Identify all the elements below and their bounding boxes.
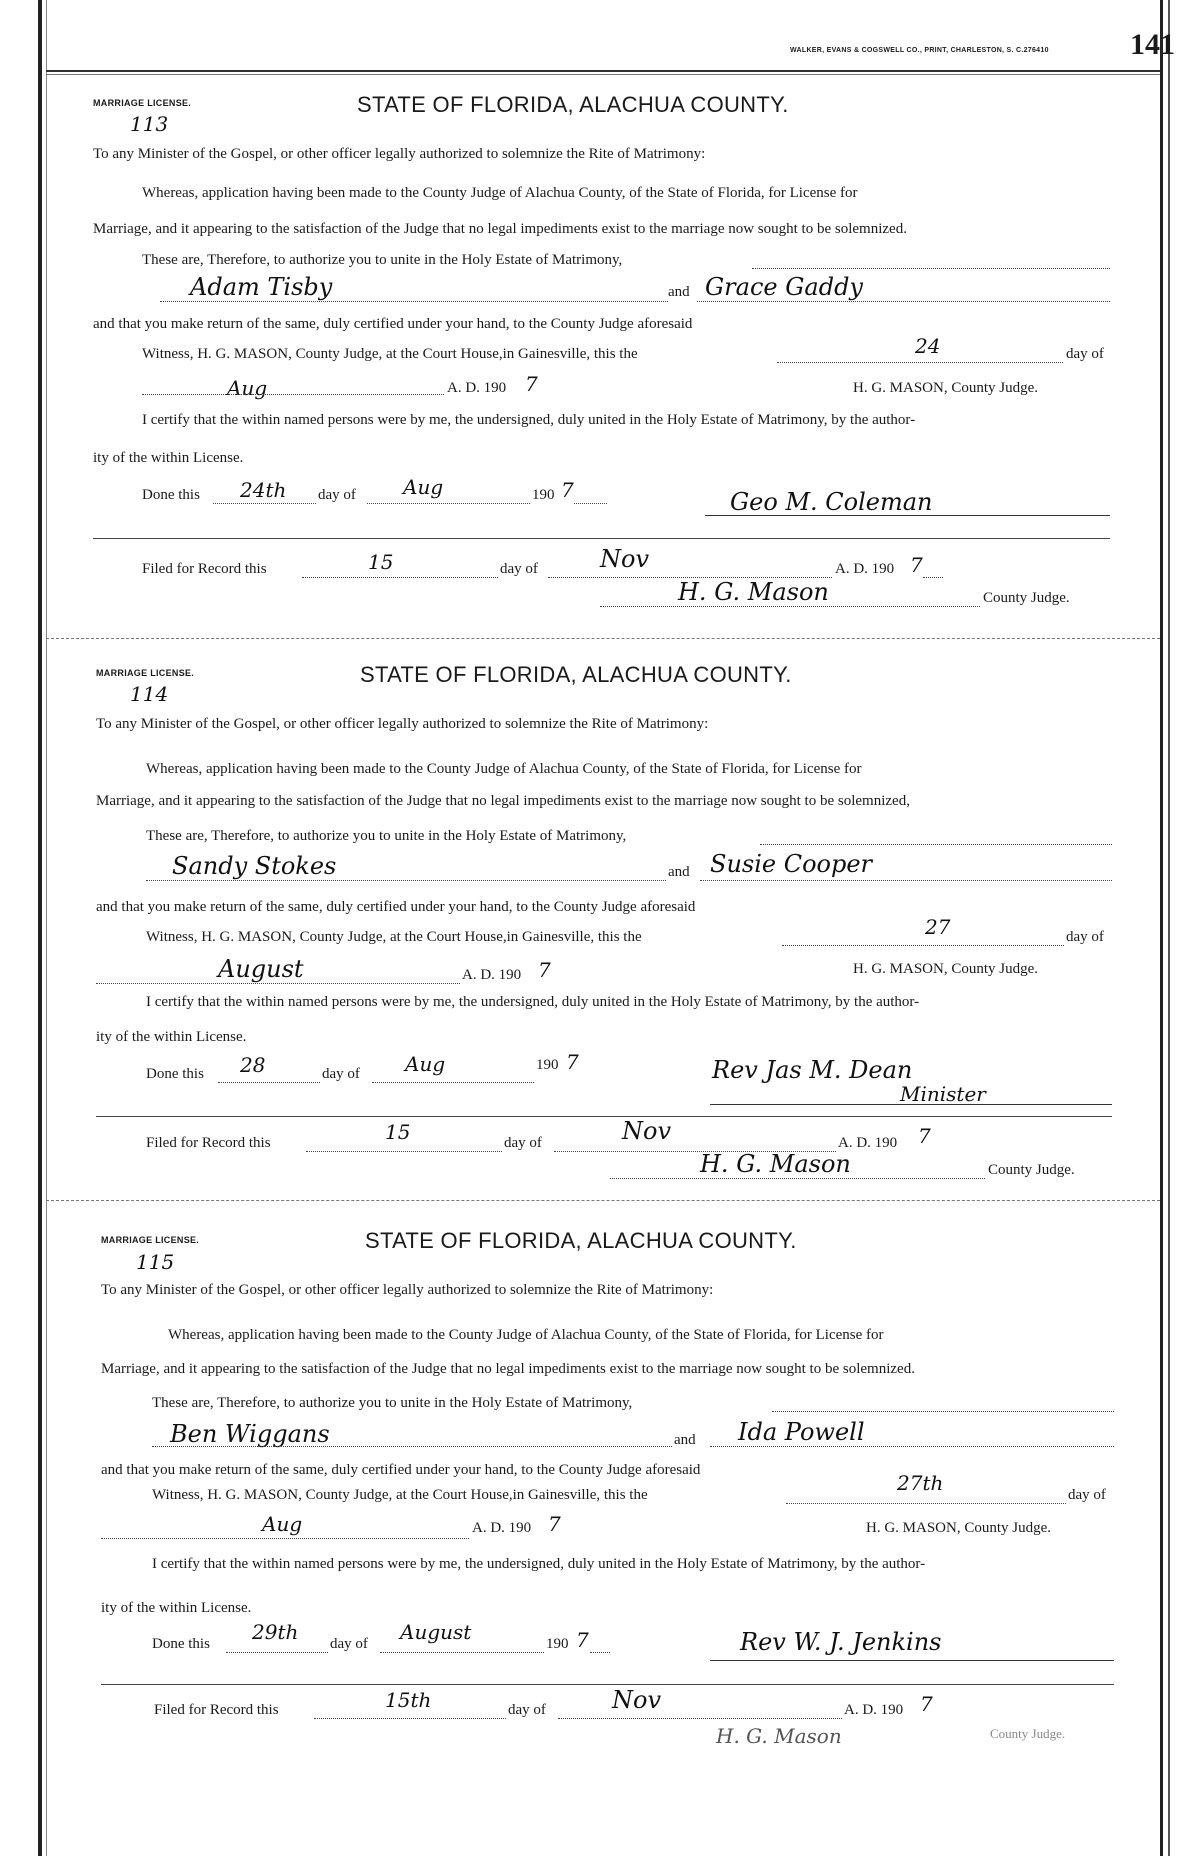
return-line: and that you make return of the same, duly certified under your hand, to the County Judge aforesaid [96, 899, 696, 915]
filed-day: 15th [385, 1688, 432, 1712]
filed-ad-label: A. D. 190 [844, 1702, 904, 1718]
witness-year: 7 [548, 1512, 561, 1536]
officiant-title: Minister [900, 1082, 986, 1106]
filed-day-of-label: day of [504, 1135, 542, 1151]
page-edge-right [1160, 0, 1163, 1856]
and-label: and [668, 284, 690, 300]
whereas-line-1: Whereas, application having been made to the County Judge of Alachua County, of the State of Florida, for License for [142, 185, 858, 201]
license-number: 115 [136, 1250, 175, 1274]
authorize-line: These are, Therefore, to authorize you to unite in the Holy Estate of Matrimony, [146, 828, 627, 844]
groom-name: Sandy Stokes [172, 852, 337, 880]
witness-month: Aug [227, 376, 268, 400]
filed-ad-label: A. D. 190 [835, 561, 895, 577]
witness-month: Aug [262, 1512, 303, 1536]
judge-signature-printed: H. G. MASON, County Judge. [866, 1520, 1052, 1536]
judge-signature-printed: H. G. MASON, County Judge. [853, 961, 1039, 977]
certify-line-2: ity of the within License. [93, 450, 244, 466]
dotted-rule [760, 844, 1112, 845]
filing-rule [96, 1116, 1112, 1117]
authorize-line: These are, Therefore, to authorize you to unite in the Holy Estate of Matrimony, [152, 1395, 633, 1411]
filing-rule [93, 538, 1110, 539]
done-day: 29th [252, 1620, 299, 1644]
done-year: 7 [561, 478, 574, 502]
license-label: MARRIAGE LICENSE. [101, 1235, 200, 1245]
filed-year: 7 [918, 1124, 931, 1148]
return-line: and that you make return of the same, duly certified under your hand, to the County Judge aforesaid [101, 1462, 701, 1478]
dotted-rule [752, 268, 1110, 269]
top-rule-thin [46, 74, 1160, 75]
bride-name: Susie Cooper [710, 850, 873, 878]
license-label: MARRIAGE LICENSE. [96, 668, 195, 678]
done-this-label: Done this [152, 1636, 210, 1652]
filed-day-rule [306, 1151, 502, 1152]
bride-rule [697, 301, 1110, 302]
filing-rule [101, 1684, 1114, 1685]
top-rule [46, 70, 1160, 72]
and-label: and [674, 1432, 696, 1448]
done-day: 28 [240, 1053, 266, 1077]
return-line: and that you make return of the same, duly certified under your hand, to the County Judge aforesaid [93, 316, 693, 332]
address-line: To any Minister of the Gospel, or other officer legally authorized to solemnize the Rite of Matrimony: [96, 716, 709, 732]
groom-rule [152, 1446, 672, 1447]
witness-year: 7 [538, 958, 551, 982]
done-day-rule [218, 1082, 320, 1083]
filed-year: 7 [910, 553, 923, 577]
done-day: 24th [240, 478, 287, 502]
witness-line: Witness, H. G. MASON, County Judge, at the Court House,in Gainesville, this the [146, 929, 642, 945]
page-edge-inner-left [46, 0, 47, 1856]
filed-label: Filed for Record this [154, 1702, 279, 1718]
officiant-signature: Rev Jas M. Dean [712, 1056, 913, 1084]
done-year: 7 [566, 1050, 579, 1074]
license-number: 114 [130, 682, 169, 706]
ad-label: A. D. 190 [462, 967, 522, 983]
filed-month: Nov [600, 545, 650, 573]
filed-month: Nov [612, 1686, 662, 1714]
witness-line: Witness, H. G. MASON, County Judge, at the Court House,in Gainesville, this the [142, 346, 638, 362]
county-judge-signature: H. G. Mason [716, 1724, 842, 1748]
officiant-rule [710, 1104, 1112, 1105]
witness-year: 7 [525, 372, 538, 396]
done-year-rule [590, 1652, 610, 1653]
witness-day: 24 [915, 334, 941, 358]
license-title: STATE OF FLORIDA, ALACHUA COUNTY. [365, 1228, 797, 1253]
whereas-line-1: Whereas, application having been made to the County Judge of Alachua County, of the State of Florida, for License for [146, 761, 862, 777]
ad-label: A. D. 190 [447, 380, 507, 396]
witness-day-rule [782, 945, 1064, 946]
day-of-label: day of [1066, 929, 1104, 945]
whereas-line-2: Marriage, and it appearing to the satisfaction of the Judge that no legal impediments exist to the marriage now sought to be solemnized. [93, 221, 907, 237]
bride-name: Ida Powell [738, 1418, 865, 1446]
filed-day-rule [314, 1718, 506, 1719]
done-day-of-label: day of [330, 1636, 368, 1652]
whereas-line-1: Whereas, application having been made to the County Judge of Alachua County, of the State of Florida, for License for [168, 1327, 884, 1343]
groom-name: Adam Tisby [190, 273, 333, 301]
certify-line-1: I certify that the within named persons were by me, the undersigned, duly united in the Holy Estate of Matrimony, by the author- [152, 1556, 926, 1572]
certify-line-1: I certify that the within named persons were by me, the undersigned, duly united in the Holy Estate of Matrimony, by the author- [146, 994, 920, 1010]
filed-day: 15 [368, 550, 394, 574]
done-month-rule [380, 1652, 544, 1653]
done-day-of-label: day of [318, 487, 356, 503]
witness-day-rule [777, 362, 1063, 363]
witness-day-rule [786, 1503, 1066, 1504]
filed-ad-label: A. D. 190 [838, 1135, 898, 1151]
judge-rule [610, 1178, 985, 1179]
certify-line-2: ity of the within License. [96, 1029, 247, 1045]
done-this-label: Done this [146, 1066, 204, 1082]
done-year-label: 190 [546, 1636, 569, 1652]
done-month: Aug [403, 475, 444, 499]
done-year-label: 190 [532, 487, 555, 503]
done-this-label: Done this [142, 487, 200, 503]
done-month-rule [367, 503, 530, 504]
filed-day-of-label: day of [508, 1702, 546, 1718]
county-judge-signature: H. G. Mason [700, 1150, 851, 1178]
page-edge-inner-right [1168, 0, 1170, 1856]
filed-day-rule [302, 577, 498, 578]
filed-label: Filed for Record this [142, 561, 267, 577]
witness-line: Witness, H. G. MASON, County Judge, at the Court House,in Gainesville, this the [152, 1487, 648, 1503]
filed-label: Filed for Record this [146, 1135, 271, 1151]
judge-signature-printed: H. G. MASON, County Judge. [853, 380, 1039, 396]
groom-rule [160, 301, 668, 302]
filed-day: 15 [385, 1120, 411, 1144]
done-day-of-label: day of [322, 1066, 360, 1082]
groom-rule [146, 880, 666, 881]
officiant-signature: Geo M. Coleman [730, 488, 933, 516]
section-divider [46, 1200, 1160, 1201]
witness-day: 27th [897, 1471, 944, 1495]
ad-label: A. D. 190 [472, 1520, 532, 1536]
done-year-rule [574, 503, 607, 504]
dotted-rule [772, 1411, 1114, 1412]
done-month-rule [372, 1082, 534, 1083]
done-month: August [400, 1620, 472, 1644]
witness-month-rule [142, 394, 444, 395]
printer-imprint: WALKER, EVANS & COGSWELL CO., PRINT, CHARLESTON, S. C.276410 [790, 47, 1049, 54]
bride-rule [700, 880, 1112, 881]
filed-day-of-label: day of [500, 561, 538, 577]
done-year-label: 190 [536, 1057, 559, 1073]
day-of-label: day of [1068, 1487, 1106, 1503]
license-label: MARRIAGE LICENSE. [93, 98, 192, 108]
bride-name: Grace Gaddy [705, 273, 863, 301]
judge-rule [600, 606, 980, 607]
day-of-label: day of [1066, 346, 1104, 362]
county-judge-label: County Judge. [988, 1162, 1075, 1178]
license-title: STATE OF FLORIDA, ALACHUA COUNTY. [360, 662, 792, 687]
certify-line-1: I certify that the within named persons were by me, the undersigned, duly united in the Holy Estate of Matrimony, by the author- [142, 412, 916, 428]
page-edge-left [38, 0, 42, 1856]
authorize-line: These are, Therefore, to authorize you to unite in the Holy Estate of Matrimony, [142, 252, 623, 268]
filed-month-rule [558, 1718, 842, 1719]
license-title: STATE OF FLORIDA, ALACHUA COUNTY. [357, 92, 789, 117]
county-judge-label: County Judge. [990, 1726, 1066, 1741]
filed-year-rule [923, 577, 943, 578]
officiant-signature: Rev W. J. Jenkins [740, 1628, 942, 1656]
license-number: 113 [130, 112, 169, 136]
bride-rule [710, 1446, 1114, 1447]
witness-month: August [218, 955, 304, 983]
section-divider [46, 638, 1160, 639]
witness-month-rule [101, 1538, 469, 1539]
whereas-line-2: Marriage, and it appearing to the satisfaction of the Judge that no legal impediments exist to the marriage now sought to be solemnized, [96, 793, 910, 809]
county-judge-label: County Judge. [983, 590, 1070, 606]
address-line: To any Minister of the Gospel, or other officer legally authorized to solemnize the Rite of Matrimony: [93, 146, 706, 162]
filed-month: Nov [622, 1117, 672, 1145]
done-day-rule [226, 1652, 328, 1653]
page-number: 141 [1130, 28, 1175, 61]
officiant-rule [705, 515, 1110, 516]
certify-line-2: ity of the within License. [101, 1600, 252, 1616]
groom-name: Ben Wiggans [170, 1420, 330, 1448]
address-line: To any Minister of the Gospel, or other officer legally authorized to solemnize the Rite of Matrimony: [101, 1282, 714, 1298]
whereas-line-2: Marriage, and it appearing to the satisfaction of the Judge that no legal impediments exist to the marriage now sought to be solemnized. [101, 1361, 915, 1377]
witness-month-rule [96, 983, 460, 984]
done-month: Aug [405, 1052, 446, 1076]
officiant-rule [710, 1660, 1114, 1661]
filed-year: 7 [920, 1692, 933, 1716]
witness-day: 27 [925, 915, 951, 939]
done-year: 7 [576, 1628, 589, 1652]
and-label: and [668, 864, 690, 880]
county-judge-signature: H. G. Mason [678, 578, 829, 606]
done-day-rule [213, 503, 316, 504]
